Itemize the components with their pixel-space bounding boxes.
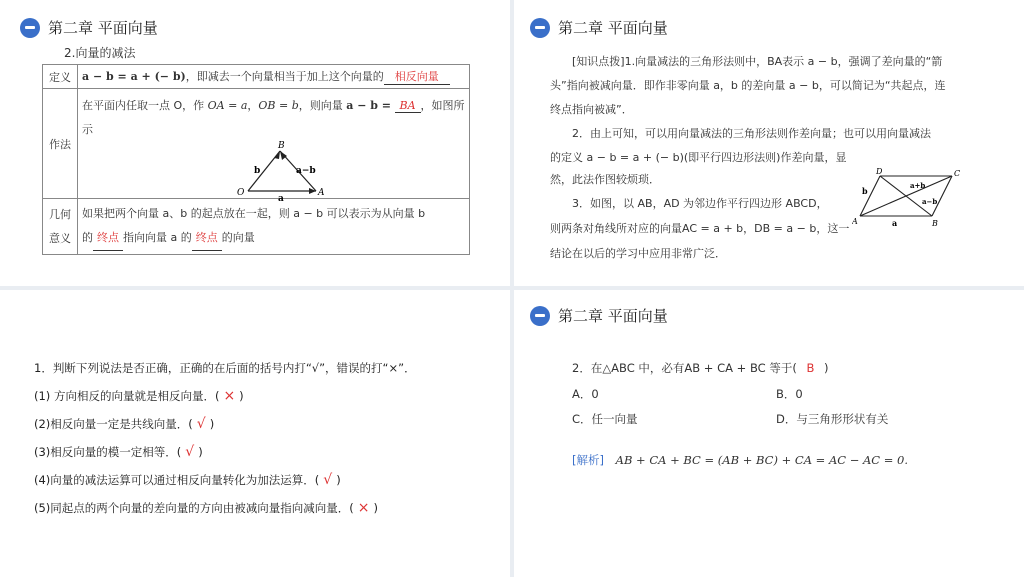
list-item [34, 416, 214, 432]
text: 的 [82, 231, 93, 244]
definition-text: ，即减去一个向量相当于加上这个向量的 [185, 70, 384, 83]
item-end: ) [198, 445, 203, 459]
answer-mark: √ [323, 472, 333, 488]
panel-judgment-exercise [0, 290, 510, 577]
triangle-figure [234, 141, 324, 201]
row-content [78, 89, 470, 199]
minus-icon [530, 18, 550, 38]
arrow-head [280, 151, 287, 160]
chapter-title: 第二章 平面向量 [48, 19, 158, 37]
method-line: 示 [82, 123, 93, 136]
edge-bc [932, 176, 952, 216]
point-a-label: A [318, 188, 324, 198]
chapter-heading [530, 17, 668, 38]
option-c: C．任一向量 [572, 412, 638, 426]
point-a-label: A [852, 217, 858, 226]
chapter-heading [20, 17, 158, 38]
answer-mark: × [357, 500, 370, 516]
tip-line: 的定义 a − b = a + (− b)(即平行四边形法则)作差向量，显 [550, 151, 847, 164]
table-row [43, 65, 470, 89]
point-d-label: D [876, 168, 883, 176]
text: ， [247, 99, 259, 112]
item-text: (5)同起点的两个向量的差向量的方向由被减向量指向减向量．( [34, 501, 354, 515]
vector-b-label: b [254, 166, 261, 176]
list-item [34, 500, 378, 516]
option-d: D．与三角形形状有关 [776, 412, 889, 426]
vector-a-minus-b: a − b = [346, 99, 391, 112]
analysis-label: [解析] [572, 453, 604, 467]
text: ，则向量 [298, 99, 343, 112]
tip-line: 2．由上可知，可以用向量减法的三角形法则作差向量；也可以用向量减法 [572, 127, 931, 140]
arrow-head [309, 188, 316, 194]
minus-icon [530, 306, 550, 326]
vector-ob: OB = b [258, 99, 299, 112]
vector-oa: OA = a [207, 99, 248, 112]
tip-line: 终点指向被减”． [550, 103, 633, 116]
row-head [43, 199, 78, 255]
arrow-head [274, 151, 280, 159]
item-text: (4)向量的减法运算可以通过相反向量转化为加法运算．( [34, 473, 320, 487]
tip-line: 头”指向被减向量．即作非零向量 a，b 的差向量 a − b，可以简记为“共起点，连 [550, 79, 946, 92]
option-a: A．0 [572, 387, 599, 401]
list-item [34, 472, 341, 488]
answer-blank: 终点 [192, 226, 222, 251]
answer-blank: 终点 [93, 226, 123, 251]
row-head: 作法 [43, 89, 78, 199]
meaning-line [82, 226, 465, 251]
chapter-title: 第二章 平面向量 [558, 19, 668, 37]
solution [572, 452, 908, 468]
item-end: ) [336, 473, 341, 487]
text: 在平面内任取一点 O，作 [82, 99, 205, 112]
section-subtitle: 2.向量的减法 [64, 46, 136, 60]
parallelogram-figure [852, 168, 972, 230]
a-plus-b-label: a+b [910, 181, 926, 190]
point-b-label: B [278, 141, 285, 151]
a-minus-b-label: a−b [922, 197, 938, 206]
vector-a-label: a [892, 218, 898, 228]
text: 指向向量 a 的 [123, 231, 192, 244]
row-content [78, 199, 470, 255]
list-item [34, 444, 203, 460]
row-head: 定义 [43, 65, 78, 89]
row-content [78, 65, 470, 89]
chapter-title: 第二章 平面向量 [558, 307, 668, 325]
edge-ad [860, 176, 880, 216]
definition-table [42, 64, 470, 255]
definition-formula: a − b = a + (− b) [82, 70, 186, 83]
panel-vector-subtraction [0, 0, 510, 286]
minus-icon [20, 18, 40, 38]
answer-mark: √ [185, 444, 195, 460]
solution-text: AB + CA + BC = (AB + BC) + CA = AC − AC = 0. [615, 453, 909, 467]
text: 的向量 [221, 231, 255, 244]
tip-line: [知识点拨]1.向量减法的三角形法则中，BA表示 a − b，强调了差向量的“箭 [572, 55, 943, 68]
panel-knowledge-tips [514, 0, 1024, 286]
question-text [572, 360, 829, 376]
point-b-label: B [932, 219, 938, 228]
answer-mark: √ [196, 416, 206, 432]
point-c-label: C [954, 169, 961, 178]
chapter-heading [530, 305, 668, 326]
vector-b-label: b [862, 186, 868, 196]
row-head-line: 意义 [49, 231, 71, 245]
text: ，如图所 [420, 99, 465, 112]
question-text: 1．判断下列说法是否正确，正确的在后面的括号内打“√”，错误的打“×”． [34, 361, 416, 375]
tip-line: 结论在以后的学习中应用非常广泛． [550, 247, 726, 260]
item-end: ) [239, 389, 244, 403]
item-end: ) [373, 501, 379, 515]
table-row [43, 199, 470, 255]
item-end: ) [209, 417, 215, 431]
tip-line: 则两条对角线所对应的向量AC = a + b，DB = a − b，这一 [550, 222, 850, 235]
panel-choice-exercise [514, 290, 1024, 577]
option-b: B．0 [776, 387, 803, 401]
item-text: (1) 方向相反的向量就是相反向量．( [34, 389, 220, 403]
answer-mark: × [223, 388, 236, 404]
question-stem: 2．在△ABC 中，必有AB + CA + BC 等于( [572, 361, 797, 375]
tip-line: 然，此法作图较烦琐． [550, 173, 660, 186]
table-row [43, 89, 470, 199]
meaning-line: 如果把两个向量 a、b 的起点放在一起，则 a − b 可以表示为从向量 b [82, 207, 426, 220]
point-o-label: O [237, 188, 245, 198]
answer-blank: 相反向量 [384, 68, 450, 85]
question-end: ) [824, 361, 829, 375]
vector-a-label: a [278, 194, 284, 201]
list-item [34, 388, 244, 404]
row-head-line: 几何 [49, 207, 71, 221]
vector-a-minus-b-label: a−b [296, 166, 316, 176]
method-line [82, 97, 465, 113]
item-text: (2)相反向量一定是共线向量．( [34, 417, 193, 431]
tip-line: 3．如图，以 AB，AD 为邻边作平行四边形 ABCD， [572, 197, 828, 210]
item-text: (3)相反向量的模一定相等．( [34, 445, 182, 459]
answer-blank: BA [395, 99, 421, 113]
answer-mark: B [806, 361, 815, 375]
